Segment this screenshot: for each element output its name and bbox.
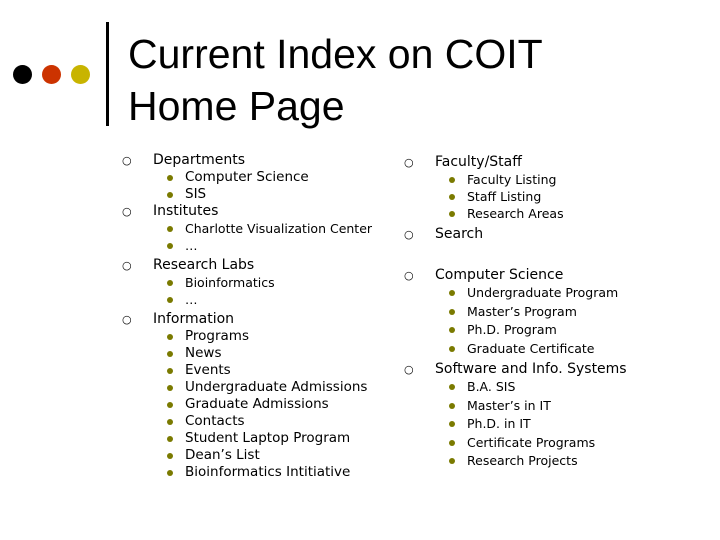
section-label: Computer Science: [435, 267, 564, 283]
list-item-text: B.A. SIS: [467, 379, 516, 394]
list-item: [153, 328, 403, 345]
hollow-circle-icon: ○: [122, 259, 132, 272]
list-item: [153, 447, 403, 464]
list-item: [435, 171, 705, 188]
list-item: [153, 220, 403, 237]
bullet-icon: [449, 458, 455, 464]
bullet-icon: [449, 421, 455, 427]
list-item-text: Bioinformatics: [185, 275, 275, 290]
list-item-text: Ph.D. in IT: [467, 416, 531, 431]
bullet-icon: [167, 402, 173, 408]
decor-dot-red: [42, 65, 61, 84]
section-label: Research Labs: [153, 257, 255, 273]
section-computer-science: [404, 267, 705, 284]
bullet-icon: [449, 309, 455, 315]
list-item: [153, 413, 403, 430]
bullet-icon: [449, 211, 455, 217]
hollow-circle-icon: ○: [404, 228, 414, 241]
page-title: [128, 28, 688, 132]
section-label: Faculty/Staff: [435, 154, 522, 170]
list-item-text: Graduate Admissions: [185, 396, 329, 412]
list-item-text: Student Laptop Program: [185, 430, 351, 446]
list-item-text: News: [185, 345, 222, 361]
section-label: Institutes: [153, 203, 219, 219]
bullet-icon: [449, 177, 455, 183]
section-label: Software and Info. Systems: [435, 361, 627, 377]
list-item-text: …: [185, 238, 198, 253]
bullet-icon: [167, 470, 173, 476]
bullet-icon: [167, 226, 173, 232]
section-information: [122, 311, 403, 328]
list-item: [435, 188, 705, 205]
list-item: [153, 186, 403, 203]
title-line-1: Current Index on COIT: [128, 31, 543, 77]
list-item-text: Ph.D. Program: [467, 322, 557, 337]
section-label: Search: [435, 226, 484, 242]
bullet-icon: [167, 280, 173, 286]
list-item: [435, 415, 705, 434]
bullet-icon: [167, 297, 173, 303]
list-item: [435, 205, 705, 222]
list-item-text: Master’s Program: [467, 303, 577, 319]
hollow-circle-icon: ○: [404, 156, 414, 169]
list-item: [435, 340, 705, 359]
title-divider: [106, 22, 109, 126]
bullet-icon: [167, 368, 173, 374]
list-item-text: Charlotte Visualization Center: [185, 221, 373, 236]
bullet-icon: [167, 243, 173, 249]
list-item: [435, 434, 705, 453]
list-item: [435, 284, 705, 303]
section-institutes: [122, 203, 403, 220]
right-column-programs: [404, 267, 705, 471]
list-item-text: Research Projects: [467, 453, 578, 468]
list-item: [153, 396, 403, 413]
right-column-faculty: [404, 154, 705, 222]
list-item: [153, 169, 403, 186]
section-label: Information: [153, 311, 235, 327]
list-item-text: Undergraduate Program: [467, 285, 619, 300]
list-item-text: Events: [185, 362, 231, 378]
list-item: [153, 237, 403, 254]
section-departments: [122, 152, 403, 169]
bullet-icon: [167, 385, 173, 391]
list-item: [435, 397, 705, 416]
bullet-icon: [449, 440, 455, 446]
bullet-icon: [167, 334, 173, 340]
list-item: [435, 378, 705, 397]
list-item: [153, 345, 403, 362]
section-search: [404, 226, 705, 243]
bullet-icon: [449, 384, 455, 390]
list-item: [153, 274, 403, 291]
list-item-text: Programs: [185, 328, 249, 344]
list-item: [153, 291, 403, 308]
list-item-text: Certificate Programs: [467, 434, 596, 450]
list-item-text: Bioinformatics Intitiative: [185, 464, 351, 480]
bullet-icon: [449, 327, 455, 333]
bullet-icon: [167, 453, 173, 459]
list-item-text: …: [185, 292, 198, 307]
right-column-search: [404, 226, 705, 243]
title-line-2: Home Page: [128, 83, 345, 129]
bullet-icon: [167, 436, 173, 442]
section-label: Departments: [153, 152, 246, 168]
list-item: [153, 362, 403, 379]
hollow-circle-icon: ○: [122, 205, 132, 218]
hollow-circle-icon: ○: [404, 269, 414, 282]
bullet-icon: [449, 346, 455, 352]
hollow-circle-icon: ○: [122, 313, 132, 326]
list-item-text: Staff Listing: [467, 189, 542, 204]
list-item-text: Contacts: [185, 413, 245, 429]
list-item: [435, 303, 705, 322]
list-item-text: Dean’s List: [185, 447, 260, 463]
list-item-text: Graduate Certificate: [467, 340, 595, 356]
list-item: [435, 452, 705, 471]
list-item-text: Research Areas: [467, 206, 564, 221]
bullet-icon: [167, 351, 173, 357]
hollow-circle-icon: ○: [122, 154, 132, 167]
list-item: [153, 430, 403, 447]
bullet-icon: [167, 419, 173, 425]
bullet-icon: [167, 175, 173, 181]
decor-dot-yellow: [71, 65, 90, 84]
list-item: [435, 321, 705, 340]
bullet-icon: [449, 194, 455, 200]
bullet-icon: [449, 290, 455, 296]
list-item-text: Undergraduate Admissions: [185, 379, 368, 395]
bullet-icon: [167, 192, 173, 198]
hollow-circle-icon: ○: [404, 363, 414, 376]
section-research-labs: [122, 257, 403, 274]
list-item-text: Master’s in IT: [467, 397, 551, 413]
list-item-text: Faculty Listing: [467, 172, 557, 187]
section-faculty-staff: [404, 154, 705, 171]
list-item: [153, 379, 403, 396]
list-item-text: Computer Science: [185, 169, 309, 185]
left-column: [122, 152, 403, 481]
section-software-info-systems: [404, 361, 705, 378]
bullet-icon: [449, 403, 455, 409]
list-item: [153, 464, 403, 481]
decor-dot-black: [13, 65, 32, 84]
list-item-text: SIS: [185, 186, 207, 202]
